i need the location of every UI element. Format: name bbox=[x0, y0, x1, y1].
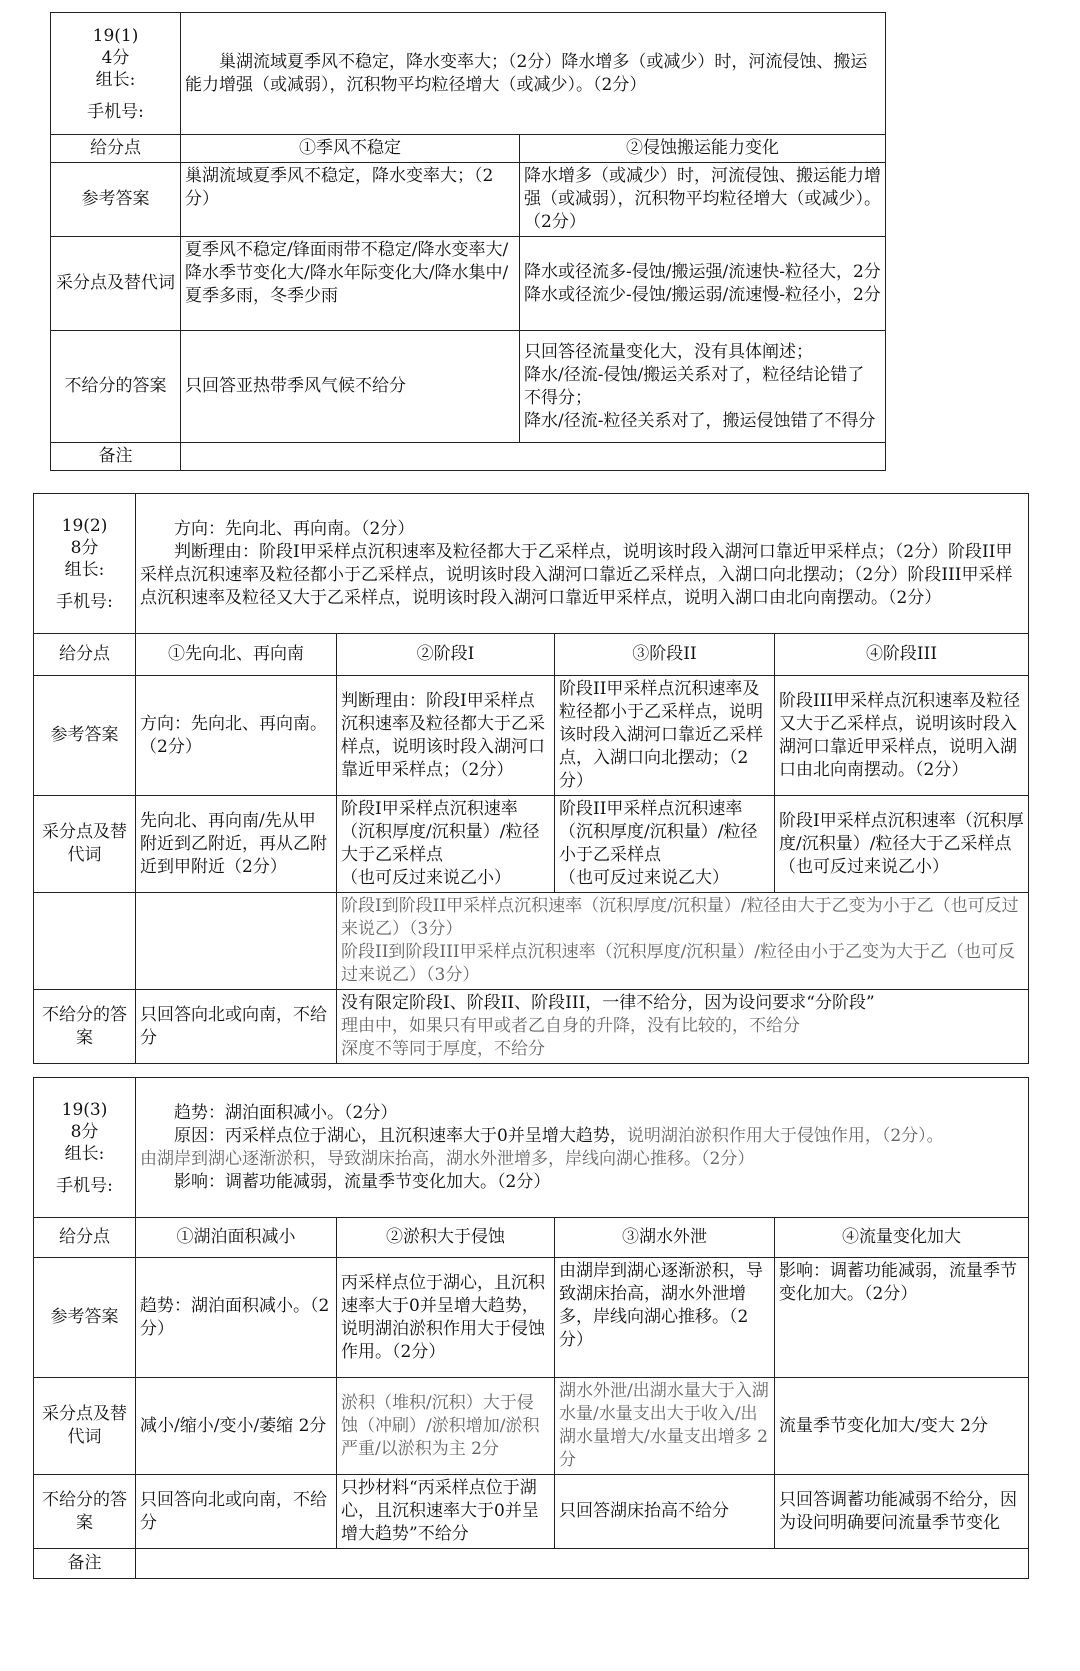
model-answer-line: 原因：丙采样点位于湖心，且沉积速率大于0并呈增大趋势， bbox=[174, 1125, 627, 1146]
cell-line: 阶段I甲采样点沉积速率（沉积厚度/沉积量）/粒径大于乙采样点 bbox=[341, 799, 540, 865]
table-cell: 淤积（堆积/沉积）大于侵蚀（冲刷）/淤积增加/淤积严重/以淤积为主 2分 bbox=[337, 1378, 555, 1475]
table-row bbox=[34, 634, 1029, 676]
question-number: 19(2) bbox=[61, 515, 108, 536]
table-row bbox=[34, 1549, 1029, 1579]
column-heading: ②阶段I bbox=[337, 634, 555, 676]
scoring-table-19-3 bbox=[33, 1077, 1029, 1579]
row-label-reference: 参考答案 bbox=[51, 163, 181, 237]
table-row bbox=[34, 796, 1029, 893]
cell-line: 阶段I甲采样点沉积速率（沉积厚度/沉积量）/粒径大于乙采样点 bbox=[779, 810, 1024, 854]
table-row bbox=[34, 1475, 1029, 1549]
cell-line: （也可反过来说乙大） bbox=[559, 868, 729, 888]
row-label-no-credit: 不给分的答案 bbox=[34, 990, 136, 1064]
table-cell: 夏季风不稳定/锋面雨带不稳定/降水变率大/降水季节变化大/降水年际变化大/降水集中/夏季多雨，冬季少雨 bbox=[181, 237, 520, 331]
model-answer-line: 由湖岸到湖心逐渐淤积，导致湖床抬高，湖水外泄增多，岸线向湖心推移。（2分） bbox=[140, 1148, 755, 1169]
notes-cell bbox=[181, 443, 886, 471]
cell-line: （也可反过来说乙小） bbox=[341, 868, 511, 888]
table-row bbox=[34, 893, 1029, 990]
column-heading: ④流量变化加大 bbox=[775, 1218, 1029, 1258]
question-id-cell bbox=[34, 494, 136, 634]
empty-cell bbox=[34, 893, 136, 990]
row-label-notes: 备注 bbox=[51, 443, 181, 471]
table-cell: 先向北、再向南/先从甲附近到乙附近，再从乙附近到甲附近（2分） bbox=[136, 796, 337, 893]
phone-label: 手机号: bbox=[56, 1175, 113, 1196]
column-heading: ①季风不稳定 bbox=[181, 135, 520, 163]
column-heading: ④阶段III bbox=[775, 634, 1029, 676]
table-row bbox=[34, 494, 1029, 634]
table-cell: 减小/缩小/变小/萎缩 2分 bbox=[136, 1378, 337, 1475]
table-cell: 巢湖流域夏季风不稳定，降水变率大；（2分） bbox=[181, 163, 520, 237]
group-leader-label: 组长: bbox=[64, 1143, 105, 1164]
table-row bbox=[51, 163, 886, 237]
table-row bbox=[34, 1378, 1029, 1475]
question-number: 19(1) bbox=[92, 25, 139, 46]
column-heading: ③湖水外泄 bbox=[555, 1218, 775, 1258]
row-label-alternatives: 采分点及替代词 bbox=[34, 1378, 136, 1475]
table-row bbox=[51, 331, 886, 443]
question-points: 8分 bbox=[70, 1121, 99, 1142]
row-label-alternatives: 采分点及替代词 bbox=[34, 796, 136, 893]
table-row bbox=[34, 1078, 1029, 1218]
table-cell: 由湖岸到湖心逐渐淤积，导致湖床抬高，湖水外泄增多，岸线向湖心推移。（2分） bbox=[555, 1258, 775, 1378]
row-label-points: 给分点 bbox=[51, 135, 181, 163]
scoring-table-19-2 bbox=[33, 493, 1029, 1064]
phone-label: 手机号: bbox=[87, 101, 144, 122]
table-row bbox=[34, 990, 1029, 1064]
table-cell: 影响：调蓄功能减弱，流量季节变化加大。（2分） bbox=[775, 1258, 1029, 1378]
row-label-no-credit: 不给分的答案 bbox=[34, 1475, 136, 1549]
model-answer-line: 判断理由：阶段I甲采样点沉积速率及粒径都大于乙采样点，说明该时段入湖河口靠近甲采样点；（2分）阶段II甲采样点沉积速率及粒径都小于乙采样点，说明该时段入湖河口靠近乙采样点，入湖口向北摆动；（2分）阶段III甲采样点沉积速率及粒径又大于乙采样点，说明该时段入湖河口靠近甲采样点，说明入湖口由北向南摆动。（2分） bbox=[140, 541, 1013, 608]
scoring-table-19-1 bbox=[50, 12, 886, 471]
notes-cell bbox=[136, 1549, 1029, 1579]
cell-line: 只回答径流量变化大，没有具体阐述； bbox=[524, 341, 813, 362]
model-answer-line: 方向：先向北、再向南。（2分） bbox=[174, 518, 415, 539]
model-answer-cell bbox=[136, 494, 1029, 634]
table-row bbox=[34, 1258, 1029, 1378]
table-cell: 降水增多（或减少）时，河流侵蚀、搬运能力增强（或减弱），沉积物平均粒径增大（或减少）。（2分） bbox=[520, 163, 886, 237]
table-cell: 湖水外泄/出湖水量大于入湖水量/水量支出大于收入/出湖水量增大/水量支出增多 2分 bbox=[555, 1378, 775, 1475]
column-heading: ③阶段II bbox=[555, 634, 775, 676]
empty-cell bbox=[136, 893, 337, 990]
phone-label: 手机号: bbox=[56, 591, 113, 612]
table-cell: 方向：先向北、再向南。（2分） bbox=[136, 676, 337, 796]
cell-line: 阶段II甲采样点沉积速率（沉积厚度/沉积量）/粒径小于乙采样点 bbox=[559, 799, 758, 865]
column-heading: ①先向北、再向南 bbox=[136, 634, 337, 676]
cell-line: 阶段II到阶段III甲采样点沉积速率（沉积厚度/沉积量）/粒径由小于乙变为大于乙（也可反过来说乙）（3分） bbox=[341, 942, 1016, 985]
table-cell: 只回答向北或向南，不给分 bbox=[136, 990, 337, 1064]
table-cell: 阶段II甲采样点沉积速率及粒径都小于乙采样点，说明该时段入湖河口靠近乙采样点，入湖口向北摆动；（2分） bbox=[555, 676, 775, 796]
question-points: 4分 bbox=[101, 47, 130, 68]
cell-line: 降水或径流少-侵蚀/搬运弱/流速慢-粒径小，2分 bbox=[524, 284, 881, 305]
row-label-notes: 备注 bbox=[34, 1549, 136, 1579]
table-cell: 阶段III甲采样点沉积速率及粒径又大于乙采样点，说明该时段入湖河口靠近甲采样点，说明入湖口由北向南摆动。（2分） bbox=[775, 676, 1029, 796]
cell-line: 降水/径流-侵蚀/搬运关系对了，粒径结论错了不得分； bbox=[524, 364, 865, 408]
table-cell: 只回答向北或向南，不给分 bbox=[136, 1475, 337, 1549]
model-answer-line: 影响：调蓄功能减弱，流量季节变化加大。（2分） bbox=[174, 1171, 551, 1192]
column-heading: ②侵蚀搬运能力变化 bbox=[520, 135, 886, 163]
table-cell: 流量季节变化加大/变大 2分 bbox=[775, 1378, 1029, 1475]
table-row bbox=[34, 1218, 1029, 1258]
model-answer-line: 说明湖泊淤积作用大于侵蚀作用，（2分）。 bbox=[626, 1125, 944, 1146]
cell-line: 阶段I到阶段II甲采样点沉积速率（沉积厚度/沉积量）/粒径由大于乙变为小于乙（也可反过来说乙）（3分） bbox=[341, 896, 1019, 939]
group-leader-label: 组长: bbox=[95, 69, 136, 90]
table-cell bbox=[520, 331, 886, 443]
table-row bbox=[51, 13, 886, 135]
cell-line: 降水或径流多-侵蚀/搬运强/流速快-粒径大，2分 bbox=[524, 261, 881, 282]
table-cell bbox=[337, 893, 1029, 990]
model-answer-cell bbox=[181, 13, 886, 135]
row-label-alternatives: 采分点及替代词 bbox=[51, 237, 181, 331]
question-number: 19(3) bbox=[61, 1099, 108, 1120]
row-label-reference: 参考答案 bbox=[34, 1258, 136, 1378]
column-heading: ②淤积大于侵蚀 bbox=[337, 1218, 555, 1258]
cell-line: 理由中，如果只有甲或者乙自身的升降，没有比较的，不给分 bbox=[341, 1016, 800, 1036]
table-row bbox=[51, 237, 886, 331]
table-cell bbox=[520, 237, 886, 331]
table-cell bbox=[775, 796, 1029, 893]
row-label-points: 给分点 bbox=[34, 1218, 136, 1258]
table-cell: 只回答亚热带季风气候不给分 bbox=[181, 331, 520, 443]
table-cell: 趋势：湖泊面积减小。（2分） bbox=[136, 1258, 337, 1378]
row-label-no-credit: 不给分的答案 bbox=[51, 331, 181, 443]
group-leader-label: 组长: bbox=[64, 559, 105, 580]
table-row bbox=[51, 135, 886, 163]
table-row bbox=[34, 676, 1029, 796]
table-row bbox=[51, 443, 886, 471]
table-cell: 只回答调蓄功能减弱不给分，因为设问明确要问流量季节变化 bbox=[775, 1475, 1029, 1549]
table-cell: 丙采样点位于湖心，且沉积速率大于0并呈增大趋势，说明湖泊淤积作用大于侵蚀作用。（2分） bbox=[337, 1258, 555, 1378]
cell-line: 降水/径流-粒径关系对了，搬运侵蚀错了不得分 bbox=[524, 410, 876, 431]
row-label-points: 给分点 bbox=[34, 634, 136, 676]
cell-line: 深度不等同于厚度，不给分 bbox=[341, 1039, 545, 1059]
table-cell bbox=[337, 990, 1029, 1064]
column-heading: ①湖泊面积减小 bbox=[136, 1218, 337, 1258]
question-id-cell bbox=[34, 1078, 136, 1218]
question-id-cell bbox=[51, 13, 181, 135]
table-cell: 只抄材料“丙采样点位于湖心，且沉积速率大于0并呈增大趋势”不给分 bbox=[337, 1475, 555, 1549]
row-label-reference: 参考答案 bbox=[34, 676, 136, 796]
table-cell: 只回答湖床抬高不给分 bbox=[555, 1475, 775, 1549]
model-answer-line: 趋势：湖泊面积减小。（2分） bbox=[174, 1102, 398, 1123]
model-answer-cell bbox=[136, 1078, 1029, 1218]
question-points: 8分 bbox=[70, 537, 99, 558]
table-cell bbox=[555, 796, 775, 893]
table-cell bbox=[337, 796, 555, 893]
cell-line: （也可反过来说乙小） bbox=[779, 856, 949, 877]
model-answer-text: 巢湖流域夏季风不稳定，降水变率大；（2分）降水增多（或减少）时，河流侵蚀、搬运能力增强（或减弱），沉积物平均粒径增大（或减少）。（2分） bbox=[185, 51, 868, 95]
cell-line: 没有限定阶段I、阶段II、阶段III，一律不给分，因为设问要求“分阶段” bbox=[341, 993, 875, 1013]
table-cell: 判断理由：阶段I甲采样点沉积速率及粒径都大于乙采样点，说明该时段入湖河口靠近甲采样点；（2分） bbox=[337, 676, 555, 796]
